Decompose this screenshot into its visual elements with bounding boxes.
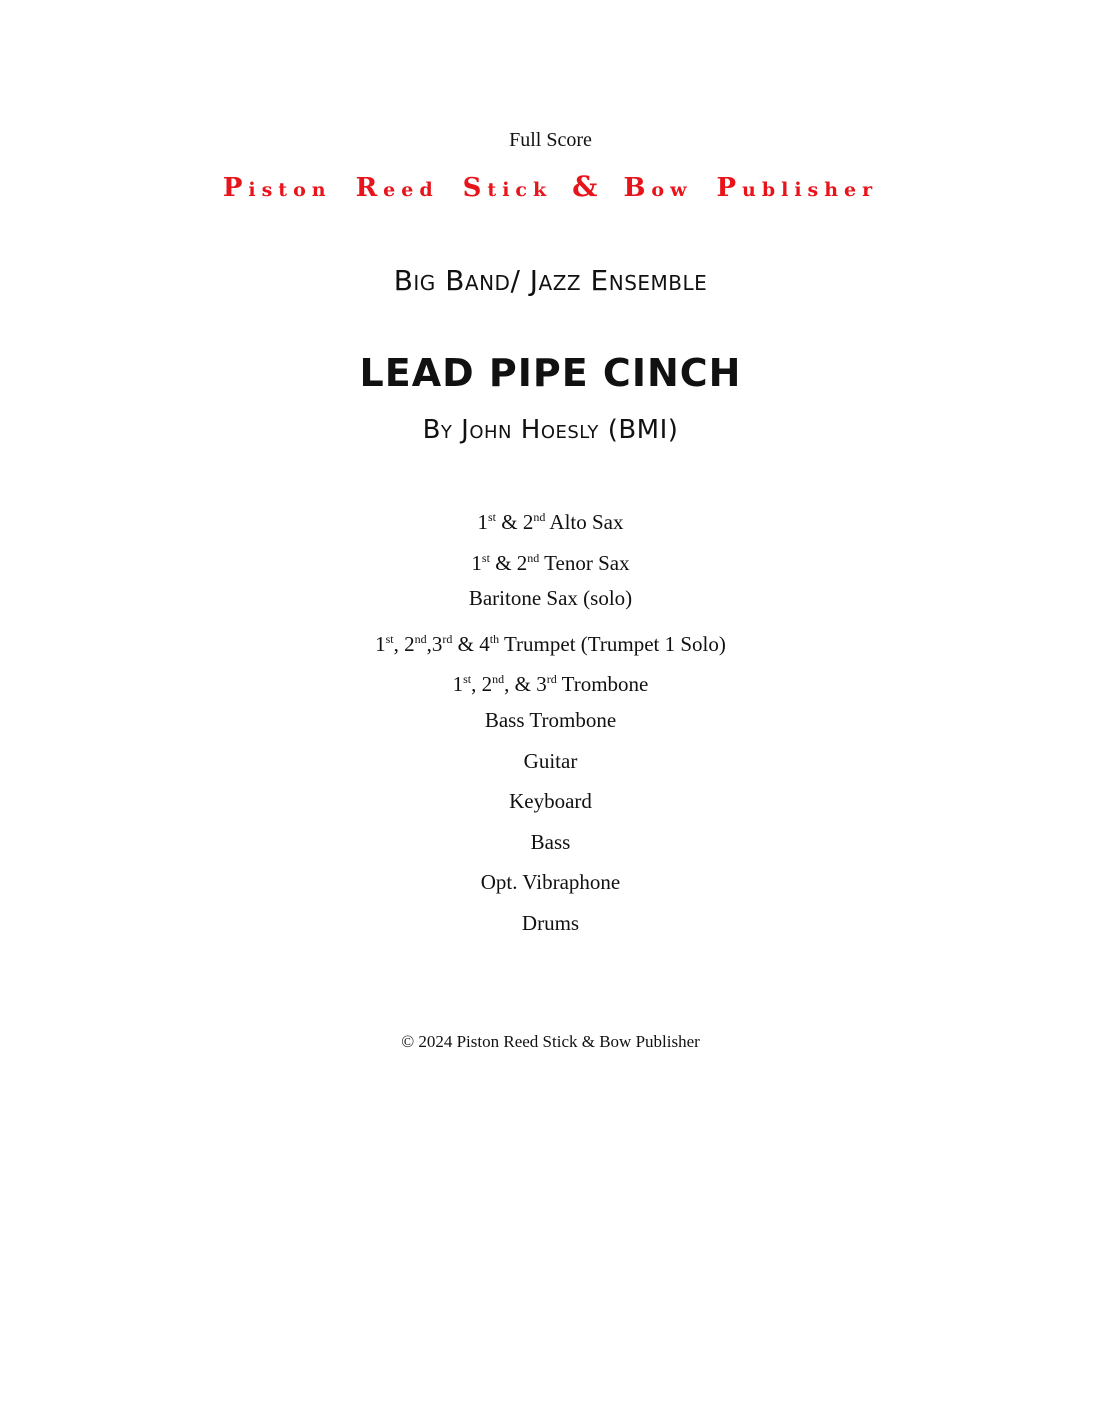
instrument-item: 1st, 2nd, & 3rd Trombone [452,672,649,697]
ensemble-type: Big Band/ Jazz Ensemble [393,264,708,297]
instrument-item: Guitar [523,748,578,773]
instrument-item: Bass Trombone [484,707,617,732]
copyright-notice: © 2024 Piston Reed Stick & Bow Publisher [401,1032,700,1051]
score-label: Full Score [509,129,592,151]
publisher-name: Piston Reed Stick & Bow Publisher [222,170,879,203]
instrument-item: Keyboard [509,789,592,814]
instrument-item: 1st & 2nd Alto Sax [477,510,624,534]
instrument-item: Opt. Vibraphone [480,870,621,895]
instrument-item: 1st, 2nd,3rd & 4th Trumpet (Trumpet 1 Solo) [375,631,726,656]
instrumentation-list [0,502,1101,949]
instrument-item: Bass [530,829,571,854]
instrument-item: Drums [521,910,580,935]
instrument-item: Baritone Sax (solo) [468,586,633,611]
composer-credit: By John Hoesly (BMI) [422,415,679,445]
instrument-item: 1st & 2nd Tenor Sax [471,550,630,575]
piece-title: LEAD PIPE CINCH [359,351,742,395]
